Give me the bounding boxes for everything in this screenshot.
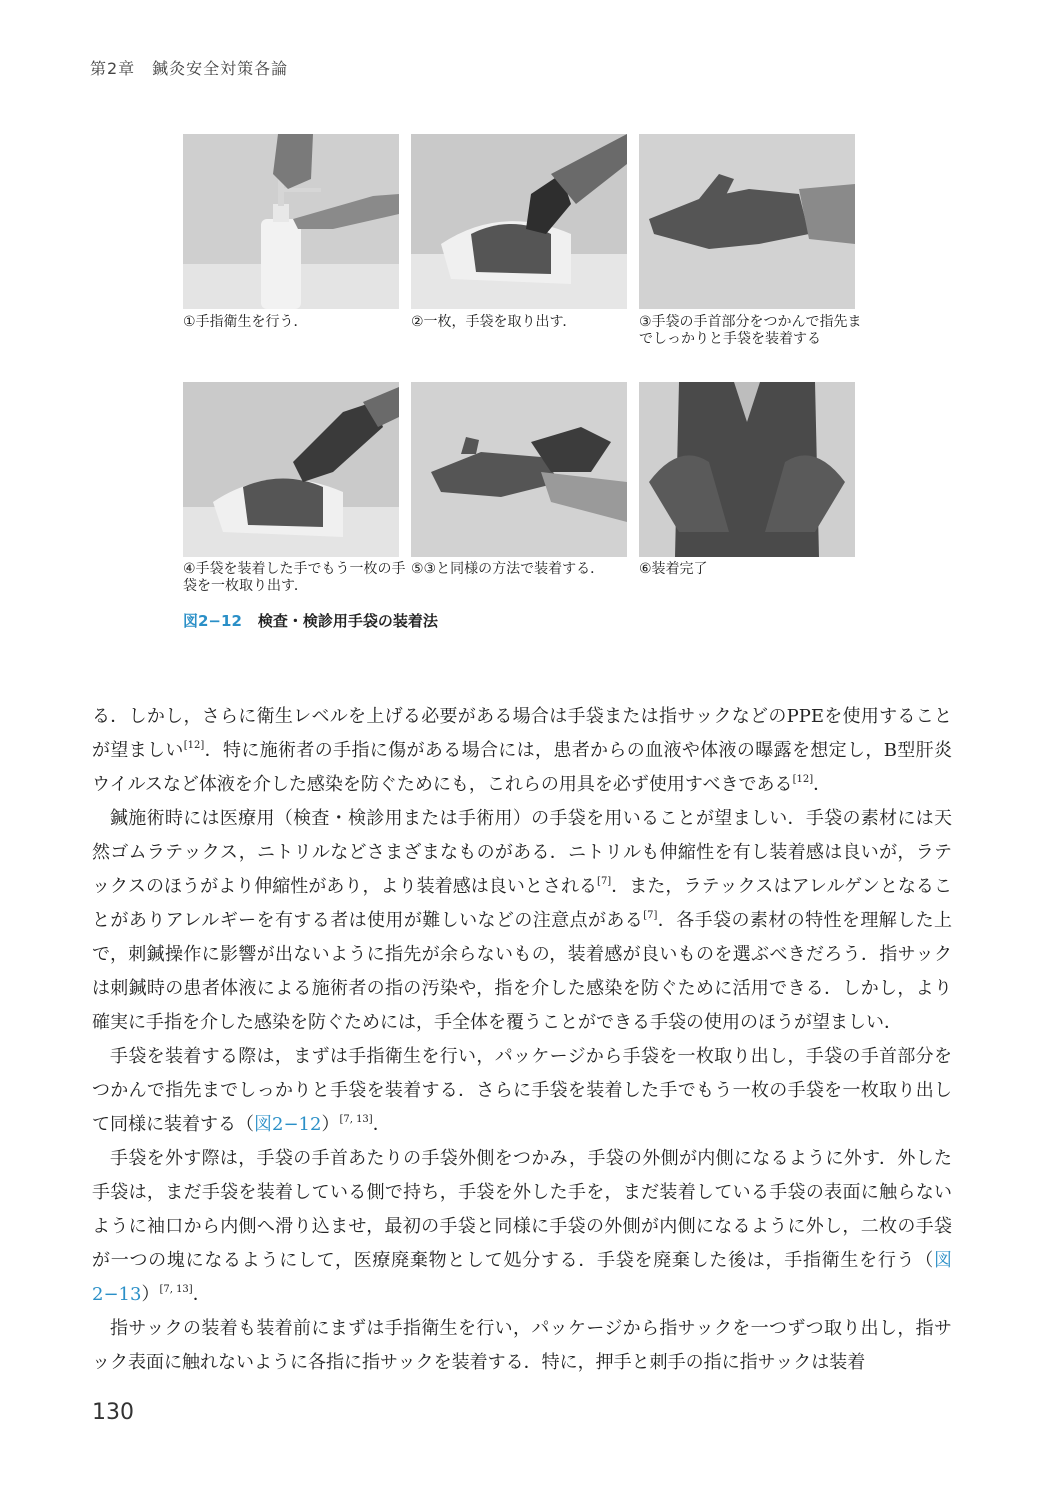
photo-take-second-glove [183,382,399,557]
figure-title [183,610,438,631]
paragraph-4 [92,1142,952,1312]
text-run: ． [813,774,832,795]
figure-title-text: 検査・検診用手袋の装着法 [257,612,438,630]
citation: [12] [792,774,814,785]
citation: [12] [183,740,205,751]
citation: [7, 13] [159,1284,193,1295]
step-caption-2: ②一枚，手袋を取り出す． [411,314,577,330]
text-run: ．また，ラテックスはアレルゲンとなることがありアレルギーを有する者は使用が難しいなどの注意点がある [92,876,952,931]
step-caption-6: ⑥装着完了 [639,561,708,577]
figure-reference-link[interactable]: 図2−12 [254,1114,322,1135]
step-caption-3: ③手袋の手首部分をつかんで指先までしっかりと手袋を装着する [639,314,862,347]
text-run: ） [321,1114,340,1135]
photo-complete [639,382,855,557]
paragraph-3 [92,1040,952,1142]
photo-put-on-glove [639,134,855,309]
text-run: 鍼施術時には医療用（検査・検診用または手術用）の手袋を用いることが望ましい．手袋の素材には天然ゴムラテックス，ニトリルなどさまざまなものがある．ニトリルも伸縮性を有し装着感は良いが，ラテックスのほうがより伸縮性があり，より装着感は良いとされる [92,808,952,897]
step-caption-1: ①手指衛生を行う． [183,314,308,330]
text-run: ） [141,1284,160,1305]
citation: [7] [597,876,612,887]
body-text [92,700,952,1380]
paragraph-2 [92,802,952,1040]
text-run: る．しかし，さらに衛生レベルを上げる必要がある場合は手袋または指サックなどのPPEを使用することが望ましい [92,706,952,761]
figure-reference-link[interactable]: 図2−13 [92,1250,952,1305]
text-run: 指サックの装着も装着前にまずは手指衛生を行い，パッケージから指サックを一つずつ取り出し，指サック表面に触れないように各指に指サックを装着する．特に，押手と刺手の指に指サックは装着 [92,1318,952,1373]
step-caption-4: ④手袋を装着した手でもう一枚の手袋を一枚取り出す． [183,561,406,594]
photo-put-on-second-glove [411,382,627,557]
paragraph-1 [92,700,952,802]
figure-number: 図2−12 [183,612,242,630]
text-run: 手袋を外す際は，手袋の手首あたりの手袋外側をつかみ，手袋の外側が内側になるように外す．外した手袋は，まだ手袋を装着している側で持ち，手袋を外した手を，まだ装着している手袋の表面に触らないように袖口から内側へ滑り込ませ，最初の手袋と同様に手袋の外側が内側になるように外し，二枚の手袋が一つの塊になるようにして，医療廃棄物として処分する．手袋を廃棄した後は，手指衛生を行う（ [92,1148,952,1271]
citation: [7] [643,910,658,921]
photo-hand-hygiene [183,134,399,309]
page-number: 130 [92,1400,134,1425]
text-run: ．各手袋の素材の特性を理解した上で，刺鍼操作に影響が出ないように指先が余らないもの，装着感が良いものを選ぶべきだろう．指サックは刺鍼時の患者体液による施術者の指の汚染や，指を介した感染を防ぐために活用できる．しかし，より確実に手指を介した感染を防ぐためには，手全体を覆うことができる手袋の使用のほうが望ましい． [92,910,952,1033]
citation: [7, 13] [339,1114,373,1125]
chapter-header: 第2章 鍼灸安全対策各論 [90,59,289,78]
photo-take-glove [411,134,627,309]
text-run: ． [372,1114,391,1135]
step-caption-5: ⑤③と同様の方法で装着する． [411,561,605,577]
text-run: ．特に施術者の手指に傷がある場合には，患者からの血液や体液の曝露を想定し，B型肝炎ウイルスなど体液を介した感染を防ぐためにも，これらの用具を必ず使用すべきである [92,740,952,795]
text-run: ． [192,1284,211,1305]
text-run: 手袋を装着する際は，まずは手指衛生を行い，パッケージから手袋を一枚取り出し，手袋の手首部分をつかんで指先までしっかりと手袋を装着する．さらに手袋を装着した手でもう一枚の手袋を一枚取り出して同様に装着する（ [92,1046,952,1135]
paragraph-5 [92,1312,952,1380]
